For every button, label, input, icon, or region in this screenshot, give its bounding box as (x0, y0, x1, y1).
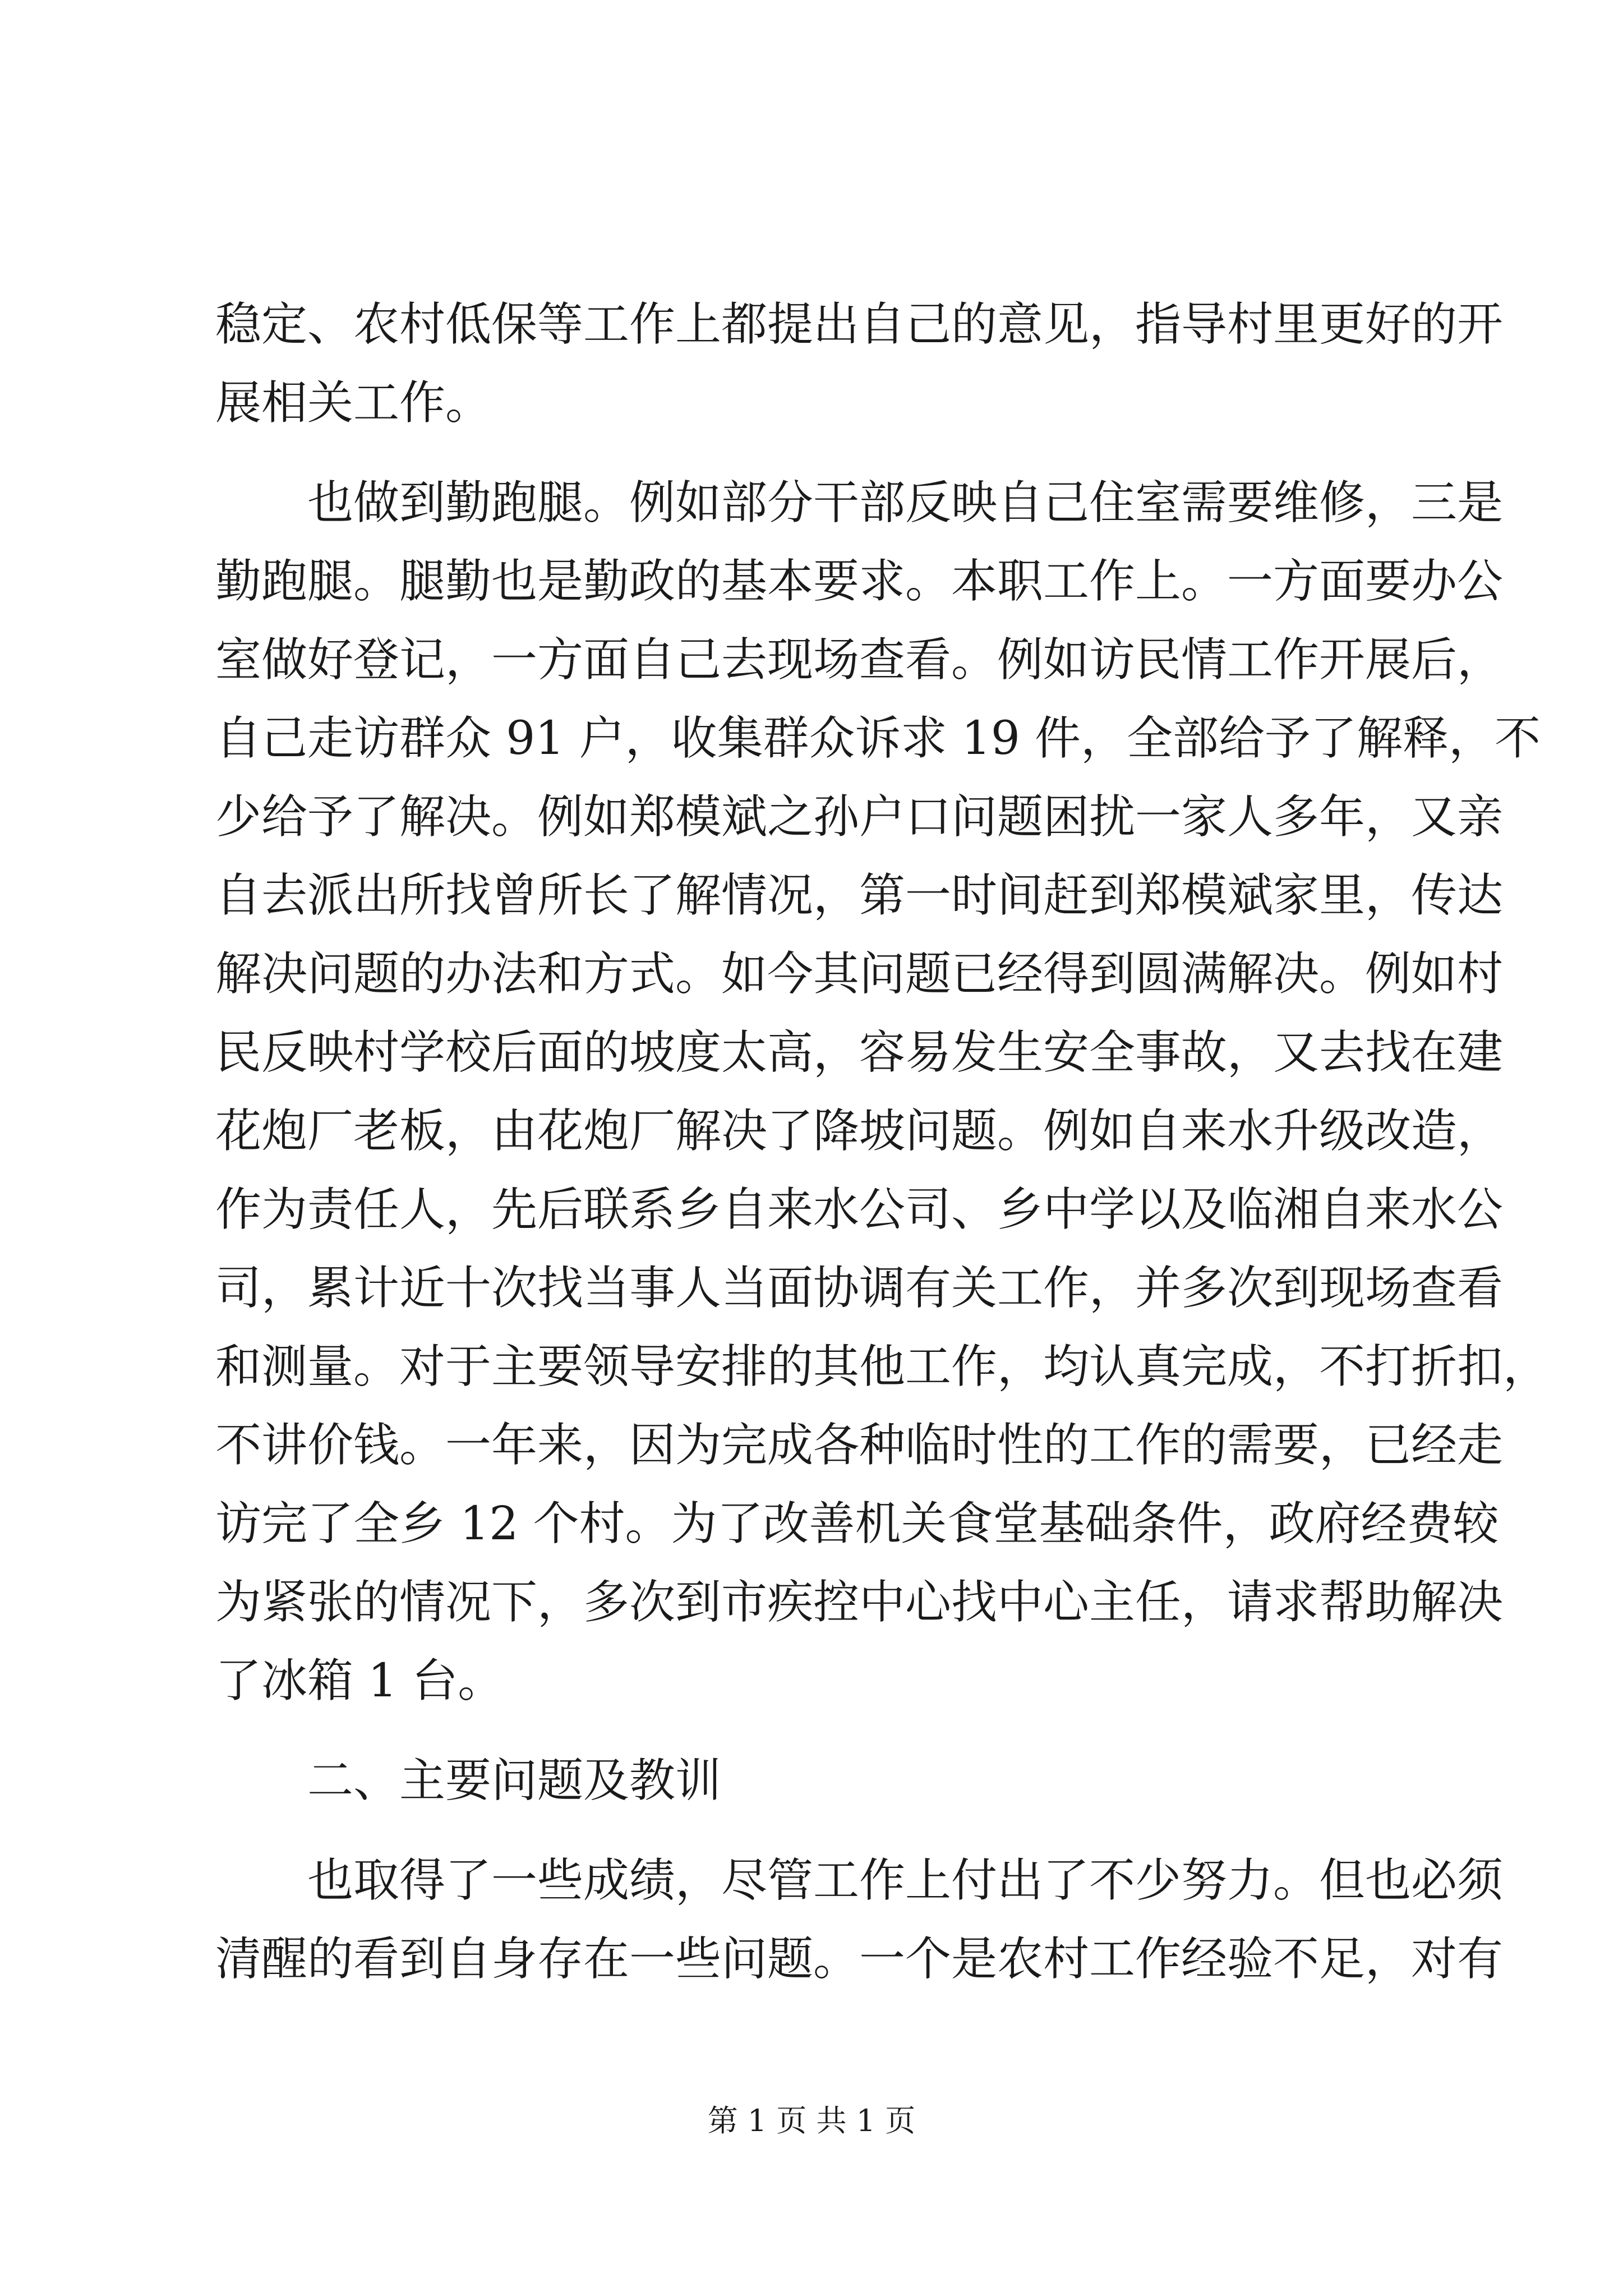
paragraph-line: 也取得了一些成绩，尽管工作上付出了不少努力。但也必须 (307, 1854, 1504, 1907)
paragraph-line: 司，累计近十次找当事人当面协调有关工作，并多次到现场查看 (215, 1262, 1504, 1315)
paragraph-line: 展相关工作。 (215, 376, 492, 430)
paragraph-line: 花炮厂老板，由花炮厂解决了降坡问题。例如自来水升级改造， (215, 1105, 1504, 1158)
paragraph-line: 勤跑腿。腿勤也是勤政的基本要求。本职工作上。一方面要办公 (215, 555, 1504, 608)
paragraph-line: 为紧张的情况下，多次到市疾控中心找中心主任，请求帮助解决 (215, 1576, 1504, 1629)
page-footer: 第 1 页 共 1 页 (707, 2103, 916, 2138)
paragraph-line: 自己走访群众 91 户，收集群众诉求 19 件，全部给予了解释，不 (215, 712, 1541, 765)
paragraph-line: 自去派出所找曾所长了解情况，第一时间赶到郑模斌家里，传达 (215, 869, 1504, 922)
section-heading: 二、主要问题及教训 (307, 1754, 722, 1807)
paragraph-line: 稳定、农村低保等工作上都提出自己的意见，指导村里更好的开 (215, 298, 1504, 351)
paragraph-line: 作为责任人，先后联系乡自来水公司、乡中学以及临湘自来水公 (215, 1183, 1504, 1236)
paragraph-line: 访完了全乡 12 个村。为了改善机关食堂基础条件，政府经费较 (215, 1497, 1499, 1550)
paragraph-line: 解决问题的办法和方式。如今其问题已经得到圆满解决。例如村 (215, 947, 1504, 1001)
paragraph-line: 民反映村学校后面的坡度太高，容易发生安全事故，又去找在建 (215, 1026, 1504, 1079)
paragraph-line: 清醒的看到自身存在一些问题。一个是农村工作经验不足，对有 (215, 1932, 1504, 1986)
paragraph-line: 室做好登记，一方面自己去现场查看。例如访民情工作开展后， (215, 633, 1504, 687)
paragraph-line: 也做到勤跑腿。例如部分干部反映自己住室需要维修，三是 (307, 476, 1504, 530)
paragraph-line: 了冰箱 1 台。 (215, 1654, 504, 1708)
paragraph-line: 不讲价钱。一年来，因为完成各种临时性的工作的需要，已经走 (215, 1419, 1504, 1472)
paragraph-line: 少给予了解决。例如郑模斌之孙户口问题困扰一家人多年，又亲 (215, 790, 1504, 844)
paragraph-line: 和测量。对于主要领导安排的其他工作，均认真完成，不打折扣， (215, 1340, 1550, 1393)
